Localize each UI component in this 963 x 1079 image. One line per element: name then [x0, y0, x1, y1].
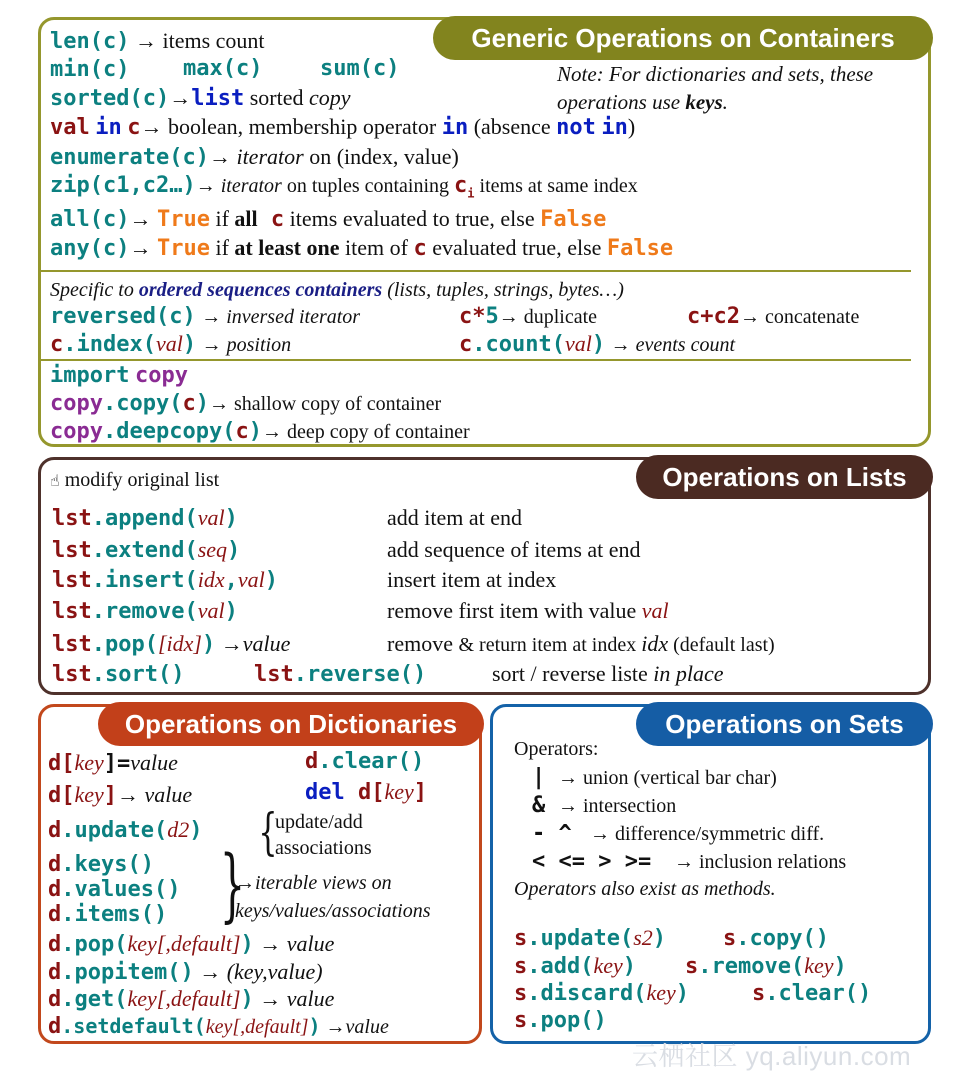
- list-method: .remove(: [91, 599, 198, 624]
- dict-get2-line: [48, 986, 334, 1013]
- dict-update-close: ): [189, 818, 203, 843]
- dict-update-line: [48, 817, 202, 844]
- membership-line: [50, 114, 635, 141]
- dict-del-d: d[: [344, 780, 385, 805]
- set-operations-title: Operations on Sets: [636, 702, 933, 746]
- set-add-method: .add(: [527, 954, 594, 979]
- dict-sd-arg: key[,default]: [205, 1016, 309, 1038]
- list-method-row: [52, 598, 238, 625]
- sorted-line: [50, 85, 351, 112]
- reverse-obj: lst: [254, 662, 294, 687]
- list-arg: idx: [197, 567, 225, 592]
- in-c: c: [127, 115, 141, 140]
- list-desc-text: add sequence of items at end: [387, 537, 641, 562]
- list-operations-title: Operations on Lists: [636, 455, 933, 499]
- set-discard-close: ): [675, 981, 690, 1006]
- dict-popitem-ret: → (key,value): [193, 959, 323, 984]
- dict-items-d: d: [48, 902, 62, 927]
- list-sort-line: [52, 661, 184, 688]
- sort-method: .sort(): [91, 662, 185, 687]
- sorted-code: sorted(c): [50, 86, 170, 111]
- all-all: all: [234, 206, 258, 231]
- pop-desc-a: remove: [387, 631, 459, 656]
- update-desc-2: associations: [275, 837, 372, 859]
- sorted-desc: sorted: [244, 85, 309, 110]
- dict-get2-arg: key[,default]: [127, 986, 241, 1011]
- in-keyword-3: in: [601, 115, 628, 140]
- list-desc-arg: val: [641, 598, 669, 623]
- any-at-least-one: at least one: [234, 235, 340, 260]
- set-add-s: s: [514, 954, 528, 979]
- dict-pop-method: .pop(: [61, 932, 128, 957]
- ordered-seq-examples: (lists, tuples, strings, bytes…): [382, 279, 624, 301]
- set-discard-s: s: [514, 981, 528, 1006]
- pop-desc-c: (default last): [668, 634, 775, 656]
- zip-line: [50, 172, 638, 206]
- import-keyword: import: [50, 363, 130, 388]
- all-code: all(c): [50, 207, 130, 232]
- pointing-hand-icon: ☝: [50, 471, 60, 490]
- all-if: if: [209, 206, 235, 231]
- op-union-desc: → union (vertical bar char): [558, 767, 777, 789]
- dict-clear-d: d: [305, 749, 319, 774]
- generic-note-line2: [557, 88, 728, 116]
- list-arg: val: [197, 505, 225, 530]
- dict-popitem-method: .popitem(): [61, 960, 194, 985]
- in-desc: → boolean, membership operator: [140, 114, 442, 139]
- zip-ci: c: [454, 173, 468, 198]
- dict-sd-ret: →value: [320, 1016, 389, 1038]
- zip-sub: i: [467, 186, 475, 201]
- set-add-line: [514, 953, 636, 980]
- pop-method: .pop(: [91, 632, 158, 657]
- deepcopy-c: c: [235, 419, 249, 444]
- dict-popitem-line: [48, 959, 323, 986]
- ordered-seq-text: Specific to: [50, 279, 139, 301]
- list-method-row: [52, 537, 240, 564]
- sort-in-place: in place: [653, 661, 724, 686]
- in-close: ): [627, 114, 636, 139]
- set-remove-line: [685, 953, 847, 980]
- dict-get-d: d[: [48, 783, 75, 808]
- op-inter: &: [532, 793, 546, 818]
- copy-c: c: [182, 391, 196, 416]
- set-remove-s: s: [685, 954, 699, 979]
- list-desc-text: remove first item with value: [387, 598, 642, 623]
- any-true: True: [156, 236, 210, 261]
- dict-get2-method: .get(: [61, 987, 128, 1012]
- index-method: .index(: [63, 332, 156, 357]
- set-update-line: [514, 925, 666, 952]
- dict-get-arrow: →: [117, 782, 145, 807]
- count-val: val: [564, 331, 592, 356]
- any-false: False: [606, 236, 674, 261]
- any-line: [50, 235, 673, 262]
- op-inter-desc: → intersection: [558, 795, 677, 817]
- count-c: c: [459, 332, 473, 357]
- any-c: c: [413, 236, 427, 261]
- views-desc-2: keys/values/associations: [235, 900, 431, 922]
- set-add-close: ): [622, 954, 637, 979]
- pop-desc-idx: idx: [641, 631, 669, 656]
- note-text: operations use: [557, 90, 686, 114]
- set-pop-line: [514, 1007, 607, 1034]
- enumerate-iterator: iterator: [236, 144, 304, 169]
- set-add-arg: key: [593, 953, 623, 978]
- copy-desc: → shallow copy of container: [208, 393, 442, 415]
- dict-pop-line: [48, 931, 334, 958]
- op-incl: < <= > >=: [532, 849, 652, 874]
- zip-iterator: iterator: [220, 175, 282, 197]
- set-pop-method: .pop(): [527, 1008, 607, 1033]
- count-line: [459, 331, 735, 358]
- copy-close: ): [195, 391, 209, 416]
- dict-set-line: [48, 750, 178, 777]
- views-brace: }: [219, 838, 246, 931]
- set-update-arg: s2: [633, 925, 653, 950]
- set-discard-arg: key: [646, 980, 676, 1005]
- pop-arg: [idx]: [157, 631, 202, 656]
- any-desc-2: evaluated true, else: [426, 235, 607, 260]
- dict-set-d: d[: [48, 751, 75, 776]
- dict-del-key: key: [384, 779, 414, 804]
- duplicate-desc: → duplicate: [498, 306, 598, 328]
- set-discard-method: .discard(: [527, 981, 647, 1006]
- index-line: [50, 331, 291, 358]
- set-update-s: s: [514, 926, 528, 951]
- len-code: len(c): [50, 29, 130, 54]
- views-desc-1: →iterable views on: [235, 872, 392, 894]
- all-arrow: →: [129, 206, 157, 231]
- set-clear-s: s: [752, 981, 766, 1006]
- dict-del-line: [305, 779, 427, 806]
- dict-values-method: .values(): [61, 877, 181, 902]
- op-diff-line: [532, 820, 824, 847]
- set-clear-method: .clear(): [765, 981, 872, 1006]
- max-code: max(c): [183, 56, 263, 81]
- count-close: ): [591, 332, 606, 357]
- dict-get2-d: d: [48, 987, 62, 1012]
- dict-sd-close: ): [308, 1014, 321, 1038]
- note-keys: keys: [685, 90, 723, 114]
- dict-del-keyword: del: [305, 780, 345, 805]
- all-line: [50, 206, 606, 233]
- dict-get2-close: ): [240, 987, 254, 1012]
- dict-set-key: key: [74, 750, 104, 775]
- op-inter-line: [532, 792, 676, 819]
- update-brace: {: [258, 803, 278, 861]
- sorted-list: list: [191, 86, 245, 111]
- deepcopy-module: copy: [50, 419, 103, 444]
- enumerate-line: [50, 144, 459, 171]
- concat-code: c+c2: [687, 304, 740, 329]
- all-desc: items evaluated to true, else: [284, 206, 541, 231]
- sorted-arrow: →: [169, 85, 192, 110]
- dict-popitem-d: d: [48, 960, 62, 985]
- set-remove-close: ): [833, 954, 847, 979]
- dict-operations-title: Operations on Dictionaries: [98, 702, 484, 746]
- list-close: ): [224, 599, 238, 624]
- dict-update-d: d: [48, 818, 62, 843]
- deepcopy-fn: .deepcopy(: [102, 419, 236, 444]
- list-close: ): [227, 538, 241, 563]
- list-method: .extend(: [91, 538, 198, 563]
- duplicate-line: [459, 303, 597, 330]
- op-diff-desc: → difference/symmetric diff.: [590, 823, 825, 845]
- dict-pop-close: ): [240, 932, 254, 957]
- in-keyword: in: [95, 115, 122, 140]
- dict-keys-line: [48, 851, 154, 878]
- dict-get-line: [48, 782, 192, 809]
- any-code: any(c): [50, 236, 130, 261]
- ordered-seq-bold: ordered sequences containers: [138, 279, 383, 301]
- copy-module: copy: [50, 391, 103, 416]
- dict-values-d: d: [48, 877, 62, 902]
- set-pop-s: s: [514, 1008, 528, 1033]
- set-update-close: ): [652, 926, 667, 951]
- op-incl-line: [532, 848, 846, 875]
- import-line: [50, 362, 188, 389]
- min-max-sum-line: [50, 56, 400, 83]
- list-method-desc: [387, 598, 669, 624]
- set-clear-line: [752, 980, 871, 1007]
- list-method-desc: [387, 537, 641, 563]
- dict-sd-d: d: [48, 1014, 62, 1039]
- operators-label: Operators:: [514, 738, 599, 760]
- generic-operations-title: Generic Operations on Containers: [433, 16, 933, 60]
- list-method: .append(: [91, 506, 198, 531]
- set-copy-line: [723, 925, 829, 952]
- list-obj: lst: [52, 506, 92, 531]
- list-method-desc: [387, 567, 556, 593]
- sort-desc: sort / reverse liste: [492, 661, 654, 686]
- dict-clear-method: .clear(): [318, 749, 425, 774]
- zip-code: zip(c1,c2…): [50, 173, 196, 198]
- concat-desc: → concatenate: [739, 306, 860, 328]
- dict-items-line: [48, 901, 167, 928]
- op-diff: - ^: [532, 821, 572, 846]
- list-obj: lst: [52, 599, 92, 624]
- watermark: 云栖社区 yq.aliyun.com: [632, 1041, 912, 1071]
- pop-ret: →value: [220, 631, 291, 656]
- len-desc: → items count: [134, 28, 265, 53]
- list-arg: val: [197, 598, 225, 623]
- op-union: |: [532, 765, 546, 790]
- generic-divider-2: [41, 359, 911, 361]
- list-pop-line: [52, 631, 290, 658]
- dict-get-key: key: [74, 782, 104, 807]
- index-c: c: [50, 332, 64, 357]
- copy-fn: .copy(: [102, 391, 183, 416]
- in-val: val: [50, 115, 90, 140]
- list-sort-desc: [492, 661, 724, 687]
- enumerate-arrow: →: [208, 144, 237, 169]
- list-method-row: [52, 505, 238, 532]
- count-desc: → events count: [610, 334, 736, 356]
- list-obj: lst: [52, 538, 92, 563]
- dict-get-close: ]: [103, 783, 118, 808]
- pop-obj: lst: [52, 632, 92, 657]
- dict-update-arg: d2: [167, 817, 190, 842]
- mul-five: 5: [485, 304, 499, 329]
- index-desc: → position: [201, 334, 292, 356]
- list-method-desc: [387, 505, 522, 531]
- deepcopy-desc: → deep copy of container: [261, 421, 470, 443]
- list-close: ): [264, 568, 278, 593]
- list-obj: lst: [52, 568, 92, 593]
- list-method: .insert(: [91, 568, 198, 593]
- count-method: .count(: [472, 332, 565, 357]
- pop-desc-b: return item at index: [474, 634, 642, 656]
- dict-del-close: ]: [413, 780, 428, 805]
- all-true: True: [156, 207, 210, 232]
- deepcopy-close: ): [248, 419, 262, 444]
- list-arg-sep: ,: [224, 568, 238, 593]
- list-arg2: val: [237, 567, 265, 592]
- dict-update-method: .update(: [61, 818, 168, 843]
- modify-original-note: [50, 467, 219, 494]
- all-false: False: [540, 207, 607, 232]
- dict-values-line: [48, 876, 180, 903]
- index-close: ): [182, 332, 197, 357]
- reverse-method: .reverse(): [293, 662, 427, 687]
- generic-note-line1: Note: For dictionaries and sets, these: [557, 62, 874, 86]
- in-keyword-2: in: [441, 115, 469, 140]
- set-discard-line: [514, 980, 689, 1007]
- deepcopy-line: [50, 418, 470, 445]
- dict-keys-method: .keys(): [61, 852, 154, 877]
- op-union-line: [532, 764, 777, 791]
- dict-keys-d: d: [48, 852, 62, 877]
- concatenate-line: [687, 303, 859, 330]
- list-desc-text: insert item at index: [387, 567, 557, 592]
- dict-setdefault-line: [48, 1013, 389, 1040]
- set-methods-note: Operators also exist as methods.: [514, 878, 776, 900]
- list-arg: seq: [197, 537, 228, 562]
- dict-pop-d: d: [48, 932, 62, 957]
- dict-get2-ret: → value: [253, 986, 335, 1011]
- list-reverse-line: [254, 661, 426, 688]
- dict-items-method: .items(): [61, 902, 168, 927]
- reversed-code: reversed(c): [50, 304, 196, 329]
- any-arrow: →: [129, 235, 157, 260]
- reversed-desc: → inversed iterator: [201, 306, 361, 328]
- zip-desc: on tuples containing: [281, 175, 455, 197]
- op-incl-desc: → inclusion relations: [674, 851, 847, 873]
- update-desc-1: update/add: [275, 811, 363, 833]
- len-line: [50, 28, 265, 55]
- ordered-seq-heading: [50, 277, 624, 303]
- list-pop-desc: [387, 631, 775, 658]
- dict-sd-method: .setdefault(: [61, 1014, 206, 1038]
- copy-line: [50, 390, 441, 417]
- all-c: c: [257, 207, 285, 232]
- in-absence: (absence: [468, 114, 557, 139]
- any-desc: item of: [339, 235, 414, 260]
- dict-set-value: value: [130, 750, 178, 775]
- mul-code: c*: [459, 304, 486, 329]
- enumerate-desc: on (index, value): [303, 144, 459, 169]
- dict-clear-line: [305, 748, 424, 775]
- set-copy-method: .copy(): [736, 926, 829, 951]
- modify-original-text: modify original list: [64, 469, 220, 491]
- dict-pop-arg: key[,default]: [127, 931, 241, 956]
- set-remove-method: .remove(: [698, 954, 805, 979]
- enumerate-code: enumerate(c): [50, 145, 209, 170]
- pop-close: ): [201, 632, 216, 657]
- dict-set-close: ]=: [103, 751, 131, 776]
- dict-pop-ret: → value: [253, 931, 335, 956]
- zip-desc-2: items at same index: [474, 175, 638, 197]
- sorted-copy: copy: [308, 85, 351, 110]
- index-val: val: [155, 331, 183, 356]
- dict-get-value: value: [144, 782, 193, 807]
- list-method-row: [52, 567, 278, 594]
- generic-divider-1: [41, 270, 911, 272]
- pop-desc-amp: &: [458, 634, 475, 656]
- note-period: .: [722, 90, 728, 114]
- any-if: if: [209, 235, 235, 260]
- not-keyword: not: [556, 115, 596, 140]
- zip-arrow: →: [195, 175, 221, 197]
- min-code: min(c): [50, 57, 130, 82]
- import-module: copy: [134, 363, 188, 388]
- sort-obj: lst: [52, 662, 92, 687]
- sum-code: sum(c): [320, 56, 400, 81]
- set-copy-s: s: [723, 926, 737, 951]
- set-remove-arg: key: [804, 953, 834, 978]
- list-close: ): [224, 506, 238, 531]
- list-desc-text: add item at end: [387, 505, 523, 530]
- set-update-method: .update(: [527, 926, 634, 951]
- reversed-line: [50, 303, 360, 330]
